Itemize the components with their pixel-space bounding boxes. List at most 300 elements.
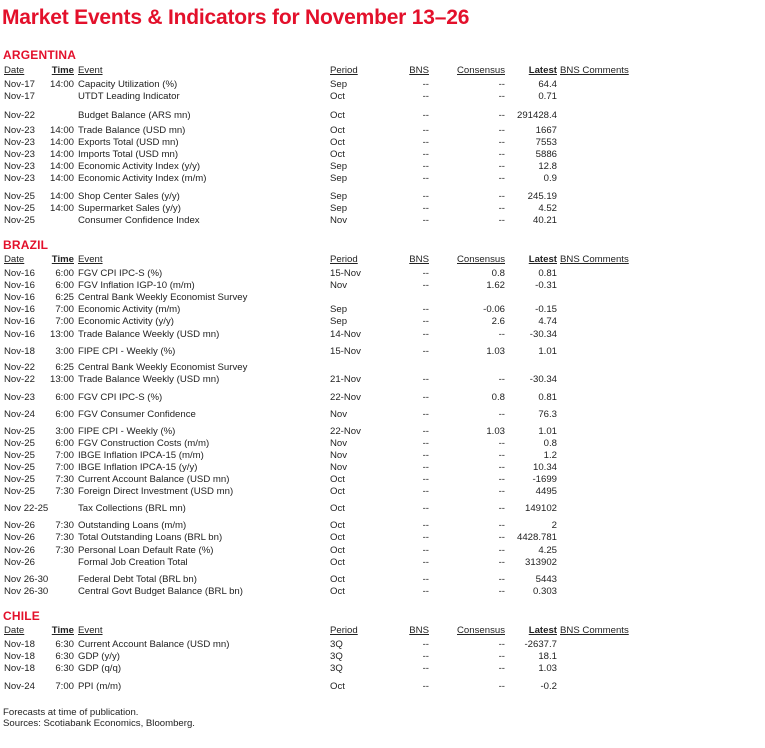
cell-bns: -- xyxy=(422,304,429,315)
cell-consensus: -- xyxy=(498,639,505,650)
cell-date: Nov-25 xyxy=(4,191,35,202)
cell-bns: -- xyxy=(422,438,429,449)
cell-date: Nov-22 xyxy=(4,374,35,385)
cell-consensus: -- xyxy=(498,79,505,90)
cell-date: Nov-25 xyxy=(4,462,35,473)
cell-time: 7:00 xyxy=(55,316,74,327)
cell-event: Federal Debt Total (BRL bn) xyxy=(78,574,197,585)
cell-time: 7:30 xyxy=(55,532,74,543)
cell-consensus: -- xyxy=(498,329,505,340)
cell-event: Outstanding Loans (m/m) xyxy=(78,520,187,531)
cell-bns: -- xyxy=(422,137,429,148)
cell-time: 6:25 xyxy=(55,292,74,303)
header-event: Event xyxy=(78,65,103,76)
cell-bns: -- xyxy=(422,161,429,172)
cell-consensus: -- xyxy=(498,91,505,102)
cell-date: Nov-24 xyxy=(4,681,35,692)
cell-period: Oct xyxy=(330,503,345,514)
cell-latest: 4428.781 xyxy=(516,532,557,543)
cell-time: 6:30 xyxy=(55,651,74,662)
cell-latest: 5886 xyxy=(535,149,557,160)
table-row xyxy=(0,503,765,515)
cell-bns: -- xyxy=(422,215,429,226)
cell-period: Sep xyxy=(330,191,348,202)
table-row xyxy=(0,486,765,498)
cell-consensus: -- xyxy=(498,438,505,449)
cell-bns: -- xyxy=(422,426,429,437)
cell-period: Oct xyxy=(330,586,345,597)
cell-time: 6:30 xyxy=(55,663,74,674)
cell-event: Imports Total (USD mn) xyxy=(78,149,179,160)
cell-event: Capacity Utilization (%) xyxy=(78,79,178,90)
cell-event: Economic Activity (y/y) xyxy=(78,316,174,327)
cell-date: Nov-16 xyxy=(4,268,35,279)
header-period: Period xyxy=(330,625,358,636)
table-row xyxy=(0,304,765,316)
cell-event: Supermarket Sales (y/y) xyxy=(78,203,181,214)
cell-bns: -- xyxy=(422,532,429,543)
cell-consensus: -- xyxy=(498,149,505,160)
cell-time: 6:00 xyxy=(55,438,74,449)
cell-period: Oct xyxy=(330,137,345,148)
cell-date: Nov-16 xyxy=(4,280,35,291)
cell-period: Sep xyxy=(330,173,348,184)
cell-date: Nov-18 xyxy=(4,346,35,357)
cell-latest: 149102 xyxy=(524,503,557,514)
cell-latest: -30.34 xyxy=(529,374,557,385)
cell-period: Nov xyxy=(330,215,348,226)
cell-time: 6:00 xyxy=(55,280,74,291)
cell-time: 7:00 xyxy=(55,462,74,473)
cell-bns: -- xyxy=(422,191,429,202)
cell-date: Nov-16 xyxy=(4,292,35,303)
cell-time: 14:00 xyxy=(49,79,74,90)
cell-date: Nov-23 xyxy=(4,149,35,160)
table-row xyxy=(0,586,765,598)
cell-consensus: -- xyxy=(498,503,505,514)
cell-consensus: -- xyxy=(498,681,505,692)
column-header-row xyxy=(0,625,765,637)
cell-period: 22-Nov xyxy=(330,392,361,403)
cell-period: Oct xyxy=(330,91,345,102)
cell-bns: -- xyxy=(422,474,429,485)
cell-latest: 0.8 xyxy=(543,438,557,449)
cell-period: 3Q xyxy=(330,663,343,674)
header-latest: Latest xyxy=(528,65,557,76)
header-time: Time xyxy=(51,254,74,265)
cell-event: Foreign Direct Investment (USD mn) xyxy=(78,486,234,497)
cell-consensus: -- xyxy=(498,520,505,531)
cell-date: Nov-25 xyxy=(4,474,35,485)
column-header-row xyxy=(0,254,765,266)
table-row xyxy=(0,268,765,280)
cell-time: 7:00 xyxy=(55,450,74,461)
cell-time: 7:30 xyxy=(55,486,74,497)
cell-latest: 1.03 xyxy=(538,663,557,674)
cell-consensus: -- xyxy=(498,663,505,674)
cell-bns: -- xyxy=(422,681,429,692)
cell-event: IBGE Inflation IPCA-15 (y/y) xyxy=(78,462,198,473)
cell-event: PPI (m/m) xyxy=(78,681,122,692)
table-row xyxy=(0,557,765,569)
header-latest: Latest xyxy=(528,625,557,636)
cell-bns: -- xyxy=(422,374,429,385)
cell-event: Shop Center Sales (y/y) xyxy=(78,191,180,202)
cell-latest: -0.2 xyxy=(540,681,557,692)
page-title: Market Events & Indicators for November 13–26 xyxy=(2,6,470,29)
cell-time: 14:00 xyxy=(49,137,74,148)
table-row xyxy=(0,520,765,532)
cell-latest: -0.31 xyxy=(535,280,557,291)
header-comments: BNS Comments xyxy=(560,254,629,265)
table-row xyxy=(0,79,765,91)
table-row xyxy=(0,409,765,421)
cell-time: 7:30 xyxy=(55,520,74,531)
cell-event: Current Account Balance (USD mn) xyxy=(78,474,230,485)
cell-time: 7:00 xyxy=(55,304,74,315)
cell-event: Central Bank Weekly Economist Survey xyxy=(78,292,248,303)
header-consensus: Consensus xyxy=(457,65,505,76)
cell-period: Oct xyxy=(330,532,345,543)
cell-latest: 0.81 xyxy=(538,392,557,403)
cell-consensus: 1.03 xyxy=(486,346,505,357)
cell-date: Nov-25 xyxy=(4,203,35,214)
cell-period: Nov xyxy=(330,462,348,473)
cell-consensus: -- xyxy=(498,110,505,121)
cell-time: 6:00 xyxy=(55,409,74,420)
table-row xyxy=(0,161,765,173)
cell-period: Oct xyxy=(330,125,345,136)
cell-consensus: -- xyxy=(498,486,505,497)
cell-period: Oct xyxy=(330,520,345,531)
cell-date: Nov-23 xyxy=(4,137,35,148)
cell-time: 3:00 xyxy=(55,346,74,357)
cell-consensus: -- xyxy=(498,462,505,473)
cell-latest: 4.52 xyxy=(538,203,557,214)
cell-period: Nov xyxy=(330,450,348,461)
cell-latest: 1.01 xyxy=(538,346,557,357)
cell-event: Trade Balance Weekly (USD mn) xyxy=(78,374,220,385)
table-row xyxy=(0,173,765,185)
cell-event: Central Govt Budget Balance (BRL bn) xyxy=(78,586,243,597)
cell-consensus: -- xyxy=(498,137,505,148)
table-row xyxy=(0,362,765,374)
cell-time: 14:00 xyxy=(49,161,74,172)
cell-latest: 1.2 xyxy=(543,450,557,461)
cell-period: 3Q xyxy=(330,639,343,650)
cell-consensus: -- xyxy=(498,161,505,172)
section-title-argentina: ARGENTINA xyxy=(3,48,77,62)
cell-bns: -- xyxy=(422,316,429,327)
cell-consensus: 0.8 xyxy=(491,268,505,279)
cell-event: GDP (q/q) xyxy=(78,663,122,674)
header-consensus: Consensus xyxy=(457,625,505,636)
cell-consensus: -- xyxy=(498,203,505,214)
cell-event: FIPE CPI - Weekly (%) xyxy=(78,346,176,357)
cell-latest: 291428.4 xyxy=(516,110,557,121)
cell-latest: 5443 xyxy=(535,574,557,585)
cell-time: 6:00 xyxy=(55,392,74,403)
cell-period: Nov xyxy=(330,438,348,449)
cell-date: Nov-23 xyxy=(4,392,35,403)
cell-event: Central Bank Weekly Economist Survey xyxy=(78,362,248,373)
cell-date: Nov-23 xyxy=(4,161,35,172)
cell-period: Oct xyxy=(330,557,345,568)
cell-consensus: -- xyxy=(498,215,505,226)
cell-period: 22-Nov xyxy=(330,426,361,437)
cell-consensus: 1.62 xyxy=(486,280,505,291)
cell-time: 7:00 xyxy=(55,681,74,692)
table-row xyxy=(0,651,765,663)
cell-latest: 18.1 xyxy=(538,651,557,662)
cell-event: Tax Collections (BRL mn) xyxy=(78,503,186,514)
cell-latest: 313902 xyxy=(524,557,557,568)
cell-event: FIPE CPI - Weekly (%) xyxy=(78,426,176,437)
cell-event: Current Account Balance (USD mn) xyxy=(78,639,230,650)
header-period: Period xyxy=(330,254,358,265)
cell-latest: -30.34 xyxy=(529,329,557,340)
cell-bns: -- xyxy=(422,651,429,662)
cell-consensus: 1.03 xyxy=(486,426,505,437)
cell-latest: 4495 xyxy=(535,486,557,497)
cell-latest: 0.71 xyxy=(538,91,557,102)
cell-date: Nov-25 xyxy=(4,426,35,437)
cell-latest: 64.4 xyxy=(538,79,557,90)
cell-bns: -- xyxy=(422,409,429,420)
cell-latest: 0.81 xyxy=(538,268,557,279)
cell-date: Nov-22 xyxy=(4,362,35,373)
cell-time: 7:30 xyxy=(55,474,74,485)
cell-consensus: -- xyxy=(498,532,505,543)
cell-period: 15-Nov xyxy=(330,346,361,357)
cell-event: Personal Loan Default Rate (%) xyxy=(78,545,214,556)
header-comments: BNS Comments xyxy=(560,65,629,76)
table-row xyxy=(0,203,765,215)
cell-date: Nov-23 xyxy=(4,173,35,184)
cell-bns: -- xyxy=(422,486,429,497)
table-row xyxy=(0,137,765,149)
cell-event: UTDT Leading Indicator xyxy=(78,91,180,102)
cell-period: Oct xyxy=(330,545,345,556)
cell-bns: -- xyxy=(422,574,429,585)
header-bns: BNS xyxy=(409,65,429,76)
cell-bns: -- xyxy=(422,639,429,650)
cell-bns: -- xyxy=(422,346,429,357)
cell-bns: -- xyxy=(422,91,429,102)
cell-bns: -- xyxy=(422,520,429,531)
cell-consensus: -- xyxy=(498,474,505,485)
cell-time: 14:00 xyxy=(49,191,74,202)
cell-consensus: -- xyxy=(498,125,505,136)
cell-event: Budget Balance (ARS mn) xyxy=(78,110,191,121)
cell-bns: -- xyxy=(422,125,429,136)
cell-date: Nov-17 xyxy=(4,91,35,102)
cell-date: Nov-25 xyxy=(4,438,35,449)
cell-latest: -0.15 xyxy=(535,304,557,315)
table-row xyxy=(0,426,765,438)
cell-date: Nov-16 xyxy=(4,329,35,340)
cell-period: Oct xyxy=(330,486,345,497)
cell-event: Total Outstanding Loans (BRL bn) xyxy=(78,532,223,543)
cell-event: Economic Activity Index (m/m) xyxy=(78,173,207,184)
cell-bns: -- xyxy=(422,545,429,556)
cell-period: Sep xyxy=(330,161,348,172)
cell-bns: -- xyxy=(422,503,429,514)
cell-date: Nov-26 xyxy=(4,532,35,543)
cell-event: Trade Balance (USD mn) xyxy=(78,125,186,136)
table-row xyxy=(0,149,765,161)
cell-date: Nov-25 xyxy=(4,450,35,461)
column-header-row xyxy=(0,65,765,77)
header-date: Date xyxy=(4,65,25,76)
cell-date: Nov-25 xyxy=(4,215,35,226)
cell-latest: -1699 xyxy=(532,474,557,485)
cell-period: Sep xyxy=(330,79,348,90)
cell-bns: -- xyxy=(422,280,429,291)
cell-consensus: -- xyxy=(498,545,505,556)
cell-date: Nov-26 xyxy=(4,545,35,556)
cell-period: Oct xyxy=(330,149,345,160)
table-row xyxy=(0,280,765,292)
cell-date: Nov-16 xyxy=(4,316,35,327)
cell-bns: -- xyxy=(422,79,429,90)
table-row xyxy=(0,110,765,122)
cell-consensus: -- xyxy=(498,409,505,420)
table-row xyxy=(0,125,765,137)
cell-event: Trade Balance Weekly (USD mn) xyxy=(78,329,220,340)
cell-period: Oct xyxy=(330,574,345,585)
footer xyxy=(3,707,195,729)
cell-latest: 1.01 xyxy=(538,426,557,437)
header-bns: BNS xyxy=(409,254,429,265)
table-row xyxy=(0,316,765,328)
cell-consensus: -- xyxy=(498,191,505,202)
table-row xyxy=(0,91,765,103)
cell-consensus: -- xyxy=(498,651,505,662)
table-row xyxy=(0,574,765,586)
table-row xyxy=(0,392,765,404)
cell-bns: -- xyxy=(422,450,429,461)
cell-period: Sep xyxy=(330,316,348,327)
cell-date: Nov 26-30 xyxy=(4,574,49,585)
cell-date: Nov-22 xyxy=(4,110,35,121)
table-row xyxy=(0,462,765,474)
cell-date: Nov-17 xyxy=(4,79,35,90)
cell-period: 3Q xyxy=(330,651,343,662)
cell-period: Nov xyxy=(330,409,348,420)
cell-consensus: -- xyxy=(498,450,505,461)
cell-latest: 0.303 xyxy=(532,586,557,597)
cell-consensus: -- xyxy=(498,557,505,568)
table-row xyxy=(0,681,765,693)
cell-time: 6:00 xyxy=(55,268,74,279)
cell-date: Nov-26 xyxy=(4,557,35,568)
section-title-chile: CHILE xyxy=(3,609,40,623)
header-date: Date xyxy=(4,254,25,265)
cell-date: Nov-18 xyxy=(4,663,35,674)
cell-consensus: -- xyxy=(498,586,505,597)
cell-latest: 12.8 xyxy=(538,161,557,172)
cell-latest: 1667 xyxy=(535,125,557,136)
table-row xyxy=(0,215,765,227)
cell-bns: -- xyxy=(422,557,429,568)
cell-bns: -- xyxy=(422,663,429,674)
table-row xyxy=(0,450,765,462)
cell-consensus: -- xyxy=(498,173,505,184)
cell-time: 3:00 xyxy=(55,426,74,437)
cell-latest: 76.3 xyxy=(538,409,557,420)
cell-bns: -- xyxy=(422,462,429,473)
cell-time: 13:00 xyxy=(49,329,74,340)
cell-bns: -- xyxy=(422,149,429,160)
cell-bns: -- xyxy=(422,329,429,340)
cell-latest: 4.25 xyxy=(538,545,557,556)
cell-event: IBGE Inflation IPCA-15 (m/m) xyxy=(78,450,204,461)
cell-period: 15-Nov xyxy=(330,268,361,279)
cell-consensus: -- xyxy=(498,574,505,585)
cell-time: 14:00 xyxy=(49,203,74,214)
cell-date: Nov-24 xyxy=(4,409,35,420)
header-period: Period xyxy=(330,65,358,76)
cell-consensus: -- xyxy=(498,374,505,385)
cell-period: Sep xyxy=(330,304,348,315)
cell-time: 7:30 xyxy=(55,545,74,556)
table-row xyxy=(0,374,765,386)
cell-latest: 7553 xyxy=(535,137,557,148)
cell-event: FGV Consumer Confidence xyxy=(78,409,196,420)
cell-event: Formal Job Creation Total xyxy=(78,557,188,568)
table-row xyxy=(0,532,765,544)
header-latest: Latest xyxy=(528,254,557,265)
cell-event: Economic Activity (m/m) xyxy=(78,304,181,315)
cell-period: Sep xyxy=(330,203,348,214)
footer-forecast-note: Forecasts at time of publication. xyxy=(3,707,139,718)
cell-latest: 245.19 xyxy=(527,191,557,202)
cell-date: Nov-18 xyxy=(4,639,35,650)
cell-time: 6:25 xyxy=(55,362,74,373)
cell-date: Nov-23 xyxy=(4,125,35,136)
cell-period: Oct xyxy=(330,110,345,121)
cell-latest: 4.74 xyxy=(538,316,557,327)
header-event: Event xyxy=(78,254,103,265)
table-row xyxy=(0,639,765,651)
table-row xyxy=(0,545,765,557)
cell-bns: -- xyxy=(422,110,429,121)
header-time: Time xyxy=(51,65,74,76)
cell-latest: -2637.7 xyxy=(524,639,557,650)
header-consensus: Consensus xyxy=(457,254,505,265)
header-date: Date xyxy=(4,625,25,636)
cell-event: FGV CPI IPC-S (%) xyxy=(78,268,163,279)
cell-period: 21-Nov xyxy=(330,374,361,385)
cell-time: 14:00 xyxy=(49,173,74,184)
header-comments: BNS Comments xyxy=(560,625,629,636)
cell-event: Exports Total (USD mn) xyxy=(78,137,179,148)
table-row xyxy=(0,438,765,450)
cell-latest: 2 xyxy=(551,520,557,531)
cell-bns: -- xyxy=(422,173,429,184)
cell-event: FGV Construction Costs (m/m) xyxy=(78,438,210,449)
cell-bns: -- xyxy=(422,392,429,403)
cell-time: 14:00 xyxy=(49,149,74,160)
cell-event: GDP (y/y) xyxy=(78,651,120,662)
cell-date: Nov 26-30 xyxy=(4,586,49,597)
table-row xyxy=(0,191,765,203)
table-row xyxy=(0,663,765,675)
cell-period: Oct xyxy=(330,681,345,692)
cell-date: Nov-25 xyxy=(4,486,35,497)
cell-time: 13:00 xyxy=(49,374,74,385)
